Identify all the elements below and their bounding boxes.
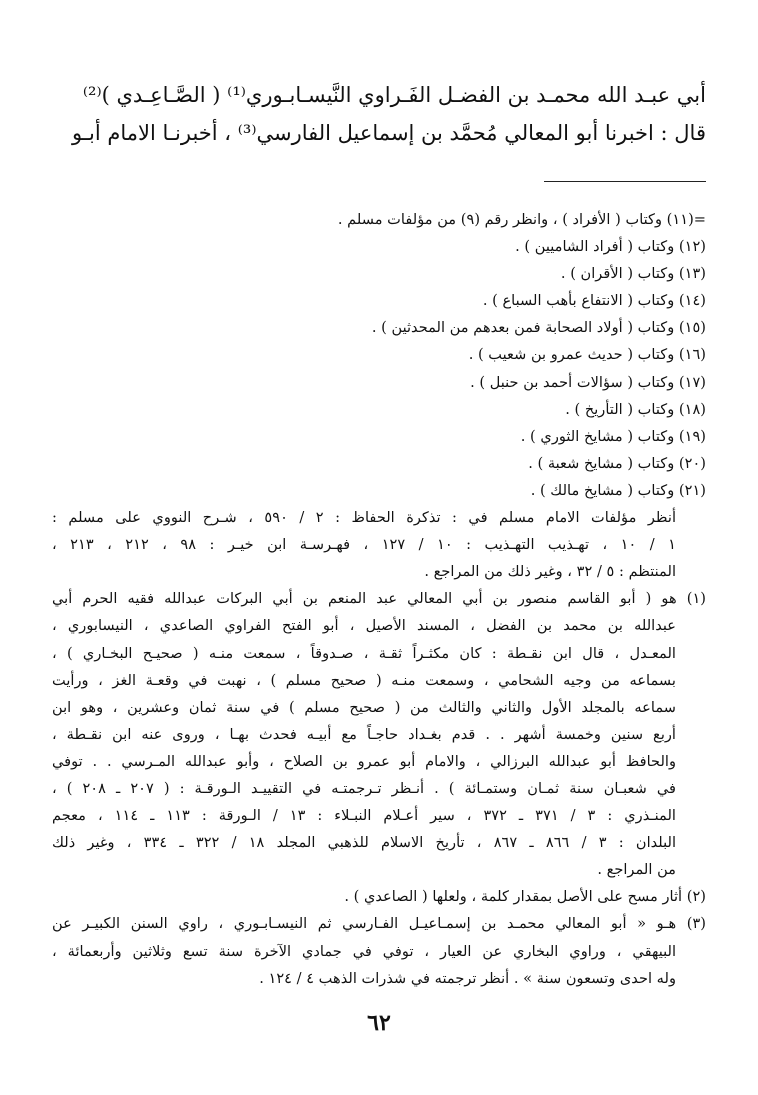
- footnote-1-line: عبدالله بن محمد بن الفضل ، المسند الأصيل ، أبو الفتح الفراوي الصاعدي ، النيسابوري ،: [52, 617, 676, 635]
- footnotes-section: [52, 206, 706, 992]
- book-list-item: (١٤) وكتاب ( الانتفاع بأهب السباع ) .: [482, 292, 706, 310]
- book-list-item: (١٥) وكتاب ( أولاد الصحابة فمن بعدهم من المحدثين ) .: [371, 319, 706, 337]
- main-text-line-1: أبي عبـد الله محمـد بن الفضـل الفَـراوي النَّيسـابـوري⁽¹⁾ ( الصَّـاعِـدي )⁽²⁾: [82, 83, 706, 107]
- footnote-3-line: (٣) هـو « أبو المعالي محمـد بن إسمـاعيـل الفـارسي ثم النيسـابـوري ، راوي السنن الكبيـر عن: [52, 915, 706, 933]
- main-text-line-2: قال : اخبرنا أبو المعالي مُحمَّد بن إسماعيل الفارسي⁽³⁾ ، أخبرنـا الامام أبـو: [71, 121, 706, 145]
- sources-line: المنتظم : ٥ / ٣٢ ، وغير ذلك من المراجع .: [424, 563, 676, 581]
- sources-line: ١ / ١٠ ، تهـذيب التهـذيب : ١٠ / ١٢٧ ، فهـرسـة ابن خيـر : ٩٨ ، ٢١٢ ، ٢١٣ ،: [52, 536, 676, 554]
- footnote-2: (٢) أثار مسح على الأصل بمقدار كلمة ، ولعلها ( الصاعدي ) .: [344, 888, 706, 906]
- footnote-1-line: البلدان : ٣ / ٨٦٦ ـ ٨٦٧ ، تأريخ الاسلام للذهبي المجلد ١٨ / ٣٢٢ ـ ٣٣٤ ، وغير ذلك: [52, 834, 677, 852]
- main-text-block: [56, 76, 706, 152]
- book-list-item: (١٨) وكتاب ( التأريخ ) .: [565, 400, 706, 418]
- sources-line: أنظر مؤلفات الامام مسلم في : تذكرة الحفاظ : ٢ / ٥٩٠ ، شـرح النووي على مسلم :: [52, 509, 677, 527]
- footnote-divider: [544, 181, 706, 182]
- footnote-1-line: من المراجع .: [597, 861, 676, 879]
- footnote-1-line: المنـذري : ٣ / ٣٧١ ـ ٣٧٢ ، سير أعـلام النبـلاء : ١٣ / الـورقة : ١١٣ ـ ١١٤ ، معجم: [52, 807, 676, 825]
- book-list-item: (١٩) وكتاب ( مشايخ الثوري ) .: [520, 427, 706, 445]
- footnote-3-line: وله احدى وتسعون سنة » . أنظر ترجمته في شذرات الذهب ٤ / ١٢٤ .: [259, 969, 676, 987]
- book-list-item: (١٧) وكتاب ( سؤالات أحمد بن حنبل ) .: [470, 373, 706, 391]
- footnote-1-line: أربع سنين وخمسة أشهر . . قدم بغـداد حاجـاً مع أبيـه فحدث بهـا ، وروى عنه ابن نقـطة ،: [52, 725, 676, 743]
- book-list-item: (١٣) وكتاب ( الأقران ) .: [560, 265, 706, 283]
- book-list-item: (٢١) وكتاب ( مشايخ مالك ) .: [530, 481, 706, 499]
- footnote-1-line: والحافظ أبو عبدالله البرزالي ، والامام أبو عمرو بن الصلاح ، وأبو عبدالله المـرسي . . توفي: [52, 752, 676, 770]
- footnote-1-line: (١) هو ( أبو القاسم منصور بن أبي المعالي عبد المنعم بن أبي البركات عبدالله فقيه الحرم أبي: [52, 590, 706, 608]
- page-number: ٦٢: [367, 1010, 391, 1036]
- book-list-item: (١٦) وكتاب ( حديث عمرو بن شعيب ) .: [468, 346, 706, 364]
- footnote-1-line: في شعبـان سنة ثمـان وستمـائة ) . أنـظر تـرجمتـه في التقييـد الـورقـة : ( ٢٠٧ ـ ٢٠٨ ) ،: [52, 779, 676, 797]
- footnote-1-line: بسماعه من وجيه الشحامي ، وسمعت منـه ( صحيح مسلم ) ، نهبت في وقعـة الغز ، ورأيت: [52, 671, 676, 689]
- footnote-3-line: البيهقي ، وراوي البخاري عن العيار ، توفي في جمادي الآخرة سنة تسع وثلاثين وأربعمائة ،: [52, 942, 676, 960]
- book-list-item: (١٢) وكتاب ( أفراد الشاميين ) .: [515, 238, 706, 256]
- footnote-1-line: سماعه بالمجلد الأول والثاني والثالث من ( صحيح مسلم ) في سنة ثمان وعشرين ، وهو ابن: [52, 698, 676, 716]
- book-list-item: (٢٠) وكتاب ( مشايخ شعبة ) .: [528, 454, 706, 472]
- book-list-item: =(١١) وكتاب ( الأفراد ) ، وانظر رقم (٩) من مؤلفات مسلم .: [337, 211, 706, 228]
- footnote-1-line: المعـدل ، قال ابن نقـطة : كان مكثـراً ثقـة ، صـدوقاً ، سمعت منـه ( صحيـح البخـاري ) ،: [52, 644, 676, 662]
